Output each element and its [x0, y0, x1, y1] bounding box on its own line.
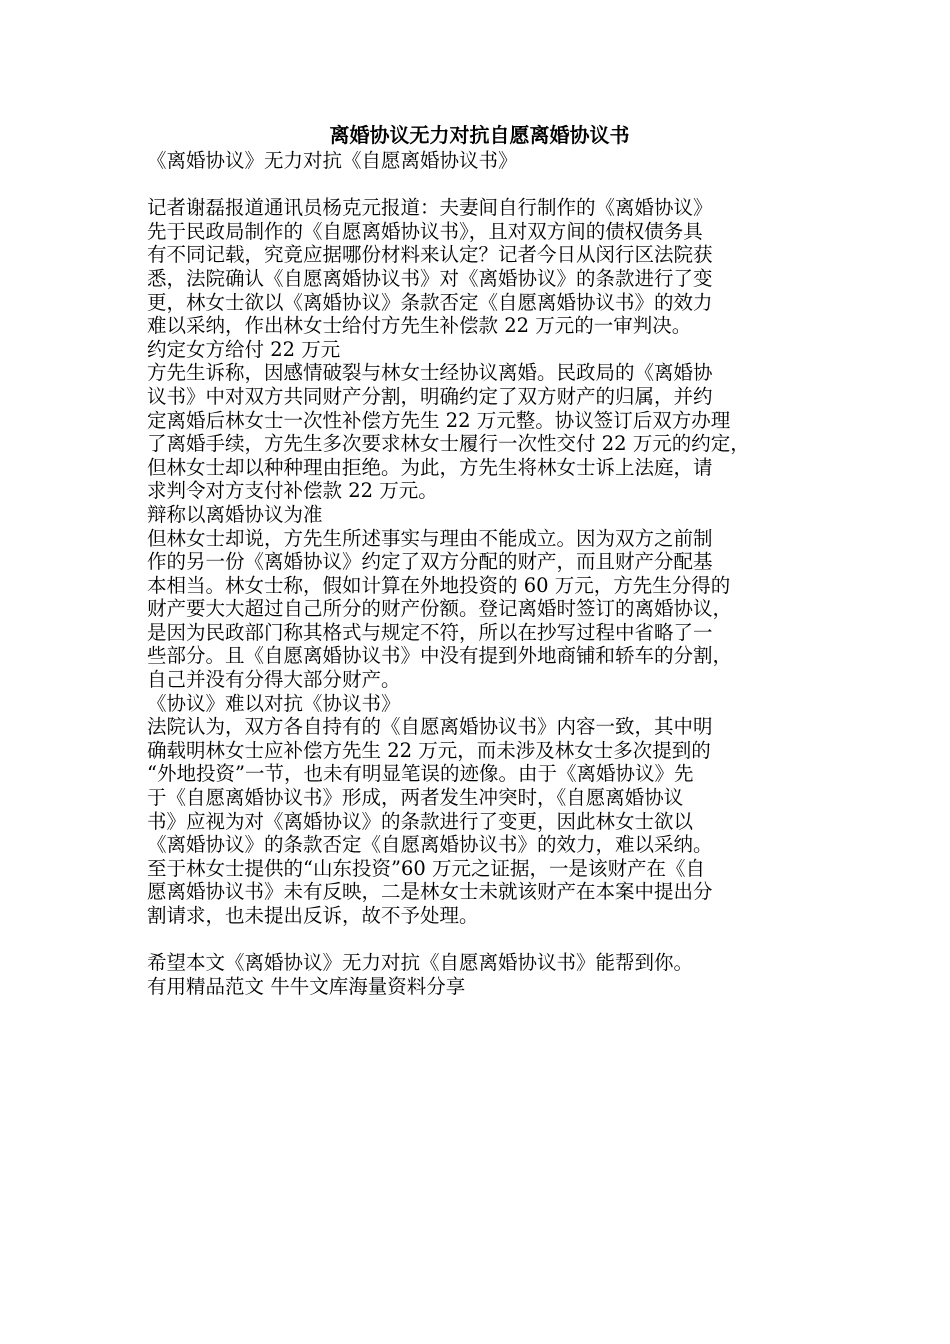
footer-line: 有用精品范文 牛牛文库海量资料分享 [147, 974, 466, 998]
paragraph-line: 是因为民政部门称其格式与规定不符，所以在抄写过程中省略了一 [147, 620, 713, 644]
paragraph-line: 记者谢磊报道通讯员杨克元报道：夫妻间自行制作的《离婚协议》 [147, 196, 713, 220]
document-title: 离婚协议无力对抗自愿离婚协议书 [329, 123, 630, 147]
paragraph-line: 割请求，也未提出反诉，故不予处理。 [147, 904, 479, 927]
paragraph-line: 定离婚后林女士一次性补偿方先生 22 万元整。协议签订后双方办理 [147, 408, 731, 432]
blank-line [147, 173, 812, 197]
paragraph-line: 法院认为，双方各自持有的《自愿离婚协议书》内容一致，其中明 [147, 715, 713, 739]
paragraph-line: 了离婚手续，方先生多次要求林女士履行一次性交付 22 万元的约定， [147, 432, 750, 456]
paragraph-line: 求判令对方支付补偿款 22 万元。 [147, 479, 438, 503]
paragraph-line: 财产要大大超过自己所分的财产份额。登记离婚时签订的离婚协议， [147, 597, 733, 621]
blank-line [147, 928, 812, 952]
lead-paragraph [147, 196, 812, 338]
paragraph-line: 但林女士却以种种理由拒绝。为此，方先生将林女士诉上法庭，请 [147, 455, 713, 479]
section-paragraph [147, 715, 812, 927]
paragraph-line: 自己并没有分得大部分财产。 [147, 668, 401, 692]
paragraph-line: 些部分。且《自愿离婚协议书》中没有提到外地商铺和轿车的分割， [147, 644, 733, 668]
paragraph-line: 确载明林女士应补偿方先生 22 万元，而未涉及林女士多次提到的 [147, 738, 711, 762]
section-paragraph [147, 361, 812, 503]
section-heading: 《协议》难以对抗《协议书》 [147, 691, 401, 715]
paragraph-line: 更，林女士欲以《离婚协议》条款否定《自愿离婚协议书》的效力 [147, 290, 713, 314]
paragraph-line: 悉，法院确认《自愿离婚协议书》对《离婚协议》的条款进行了变 [147, 266, 713, 290]
paragraph-line: 有不同记载，究竟应据哪份材料来认定？记者今日从闵行区法院获 [147, 243, 713, 267]
paragraph-line: 方先生诉称，因感情破裂与林女士经协议离婚。民政局的《离婚协 [147, 361, 713, 385]
paragraph-line: 难以采纳，作出林女士给付方先生补偿款 22 万元的一审判决。 [147, 314, 692, 338]
section-heading: 约定女方给付 22 万元 [147, 337, 341, 361]
paragraph-line: “外地投资”一节，也未有明显笔误的迹像。由于《离婚协议》先 [147, 762, 694, 786]
paragraph-line: 本相当。林女士称，假如计算在外地投资的 60 万元，方先生分得的 [147, 573, 731, 597]
paragraph-line: 议书》中对双方共同财产分割，明确约定了双方财产的归属，并约 [147, 384, 713, 408]
section-paragraph [147, 527, 812, 692]
paragraph-line: 于《自愿离婚协议书》形成，两者发生冲突时，《自愿离婚协议 [147, 786, 684, 810]
closing-line: 希望本文《离婚协议》无力对抗《自愿离婚协议书》能帮到你。 [147, 951, 694, 975]
paragraph-line: 愿离婚协议书》未有反映，二是林女士未就该财产在本案中提出分 [147, 880, 713, 904]
document-subtitle: 《离婚协议》无力对抗《自愿离婚协议书》 [147, 149, 518, 172]
paragraph-line: 《离婚协议》的条款否定《自愿离婚协议书》的效力，难以采纳。 [147, 833, 713, 857]
paragraph-line: 书》应视为对《离婚协议》的条款进行了变更，因此林女士欲以 [147, 809, 694, 833]
paragraph-line: 至于林女士提供的“山东投资”60 万元之证据，一是该财产在《自 [147, 856, 705, 880]
document-page [147, 122, 812, 998]
paragraph-line: 作的另一份《离婚协议》约定了双方分配的财产，而且财产分配基 [147, 550, 713, 574]
section-heading: 辩称以离婚协议为准 [147, 502, 323, 526]
paragraph-line: 但林女士却说，方先生所述事实与理由不能成立。因为双方之前制 [147, 526, 713, 550]
paragraph-line: 先于民政局制作的《自愿离婚协议书》，且对双方间的债权债务具 [147, 219, 703, 243]
